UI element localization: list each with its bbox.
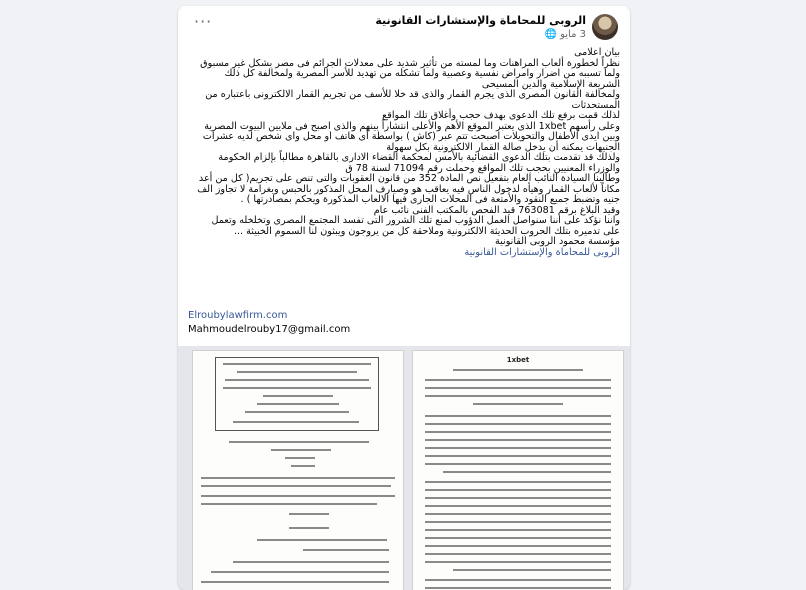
globe-icon: 🌐 — [544, 29, 557, 40]
post-text-line: وطالبنا السيادة النائب العام بتفعيل نص المادة 352 من قانون العقوبات والتى تنص على تجريم( كل من أعد — [198, 173, 620, 184]
post-text-line: وقيد البلاغ برقم 763081 قيد الفحص بالمكتب الفنى نائب عام — [373, 204, 620, 216]
post-card — [178, 6, 630, 590]
post-text-line: والوزراء المعنيين بحجب تلك المواقع وحملت رقم 71094 لسنة 78 ق — [345, 162, 620, 174]
post-body — [186, 48, 620, 258]
post-text-line: على تدميره بتلك الحروب الحديثة الالكترونية وملاحقة كل من يروجون ويبثون لنا السموم الخبيثة ... — [233, 225, 620, 237]
post-header — [178, 6, 630, 48]
post-text-line: وبين ايدى الأطفال والتحويلات اصبحت تتم عبر (كاش ) بواسطة أى هاتف او محل واى شخص لديه عشرات — [202, 131, 620, 142]
post-text-line: المستحدثات — [571, 99, 620, 111]
post-text-line: الجنيهات يمكنه أن يدخل صالة القمار الالكترونية بكل سهولة — [386, 141, 620, 153]
post-date[interactable]: 3 مايو — [560, 29, 586, 40]
contact-block — [188, 309, 620, 337]
post-text-line: واننا نؤكد على اننا سنواصل العمل الدؤوب لمنع تلك الشرور التى تفسد المجتمع المصرى وتخلخله وتعمل — [211, 215, 620, 226]
post-text-line: مؤسسة محمود الروبى القانونية — [495, 236, 620, 247]
post-text-line: بيان اعلامى — [574, 47, 620, 58]
document-image-right[interactable] — [412, 350, 624, 590]
avatar[interactable] — [592, 14, 618, 40]
post-text-line: لذلك قمت برفع تلك الدعوى بهدف حجب وأغلاق تلك المواقع — [382, 110, 620, 121]
post-meta — [540, 29, 586, 40]
document-image-left[interactable] — [192, 350, 404, 590]
post-text-line: جنيه وتضبط جميع النقود والأمتعة فى المحلات الجارى فيها الالعاب المذكورة ويحكم بمصادرتها ) . — [240, 194, 620, 205]
post-text-line: ولذلك قد تقدمت بتلك الدعوى القضائية بالأمس لمحكمة القضاء الادارى بالقاهرة مطالباً بإلزام الحكومة — [218, 152, 620, 163]
signature-link[interactable]: الروبى للمحاماة والإستشارات القانونية — [464, 246, 620, 258]
website-link[interactable]: Elroubylawfirm.com — [188, 310, 288, 321]
post-text-line: الشريعة الإسلامية والدين المسيحى — [481, 78, 620, 90]
post-text-line: وعلى رأسهم 1xbet الذى يعتبر الموقع الأهم والأعلى انتشاراً بينهم والذى اصبح فى ملايين البيوت المصرية — [204, 120, 620, 132]
post-text-line: نظراً لخطورة ألعاب المراهنات وما لمسته من تأثير شديد على معدلات الجرائم فى مصر بشكل غير مسبوق — [200, 57, 620, 69]
post-text-line: مكاناً لألعاب القمار وهيأه لدخول الناس فيه يعاقب هو وصيارف المحل المذكور بالحبس وبغرامة لا تجاوز الف — [197, 183, 620, 195]
document-heading: 1xbet — [506, 356, 530, 364]
more-options-button[interactable]: ··· — [194, 12, 213, 31]
post-text-line: ولمخالفة القانون المصرى الذى يجرم القمار والذى قد خلا للأسف من تجريم القمار الالكترونى باعتباره من — [205, 89, 620, 100]
email-text: Mahmoudelrouby17@gmail.com — [188, 324, 351, 335]
letterhead-box — [215, 357, 379, 431]
page-name[interactable]: الروبى للمحاماة والإستشارات القانونية — [375, 14, 586, 27]
post-text-line: ولما تسببه من اضرار وامراض نفسية وعصبية ولما تشكله من تهديد للأسر المصرية ولمخالفة كل ذلك — [224, 68, 620, 79]
post-images[interactable] — [178, 346, 630, 590]
